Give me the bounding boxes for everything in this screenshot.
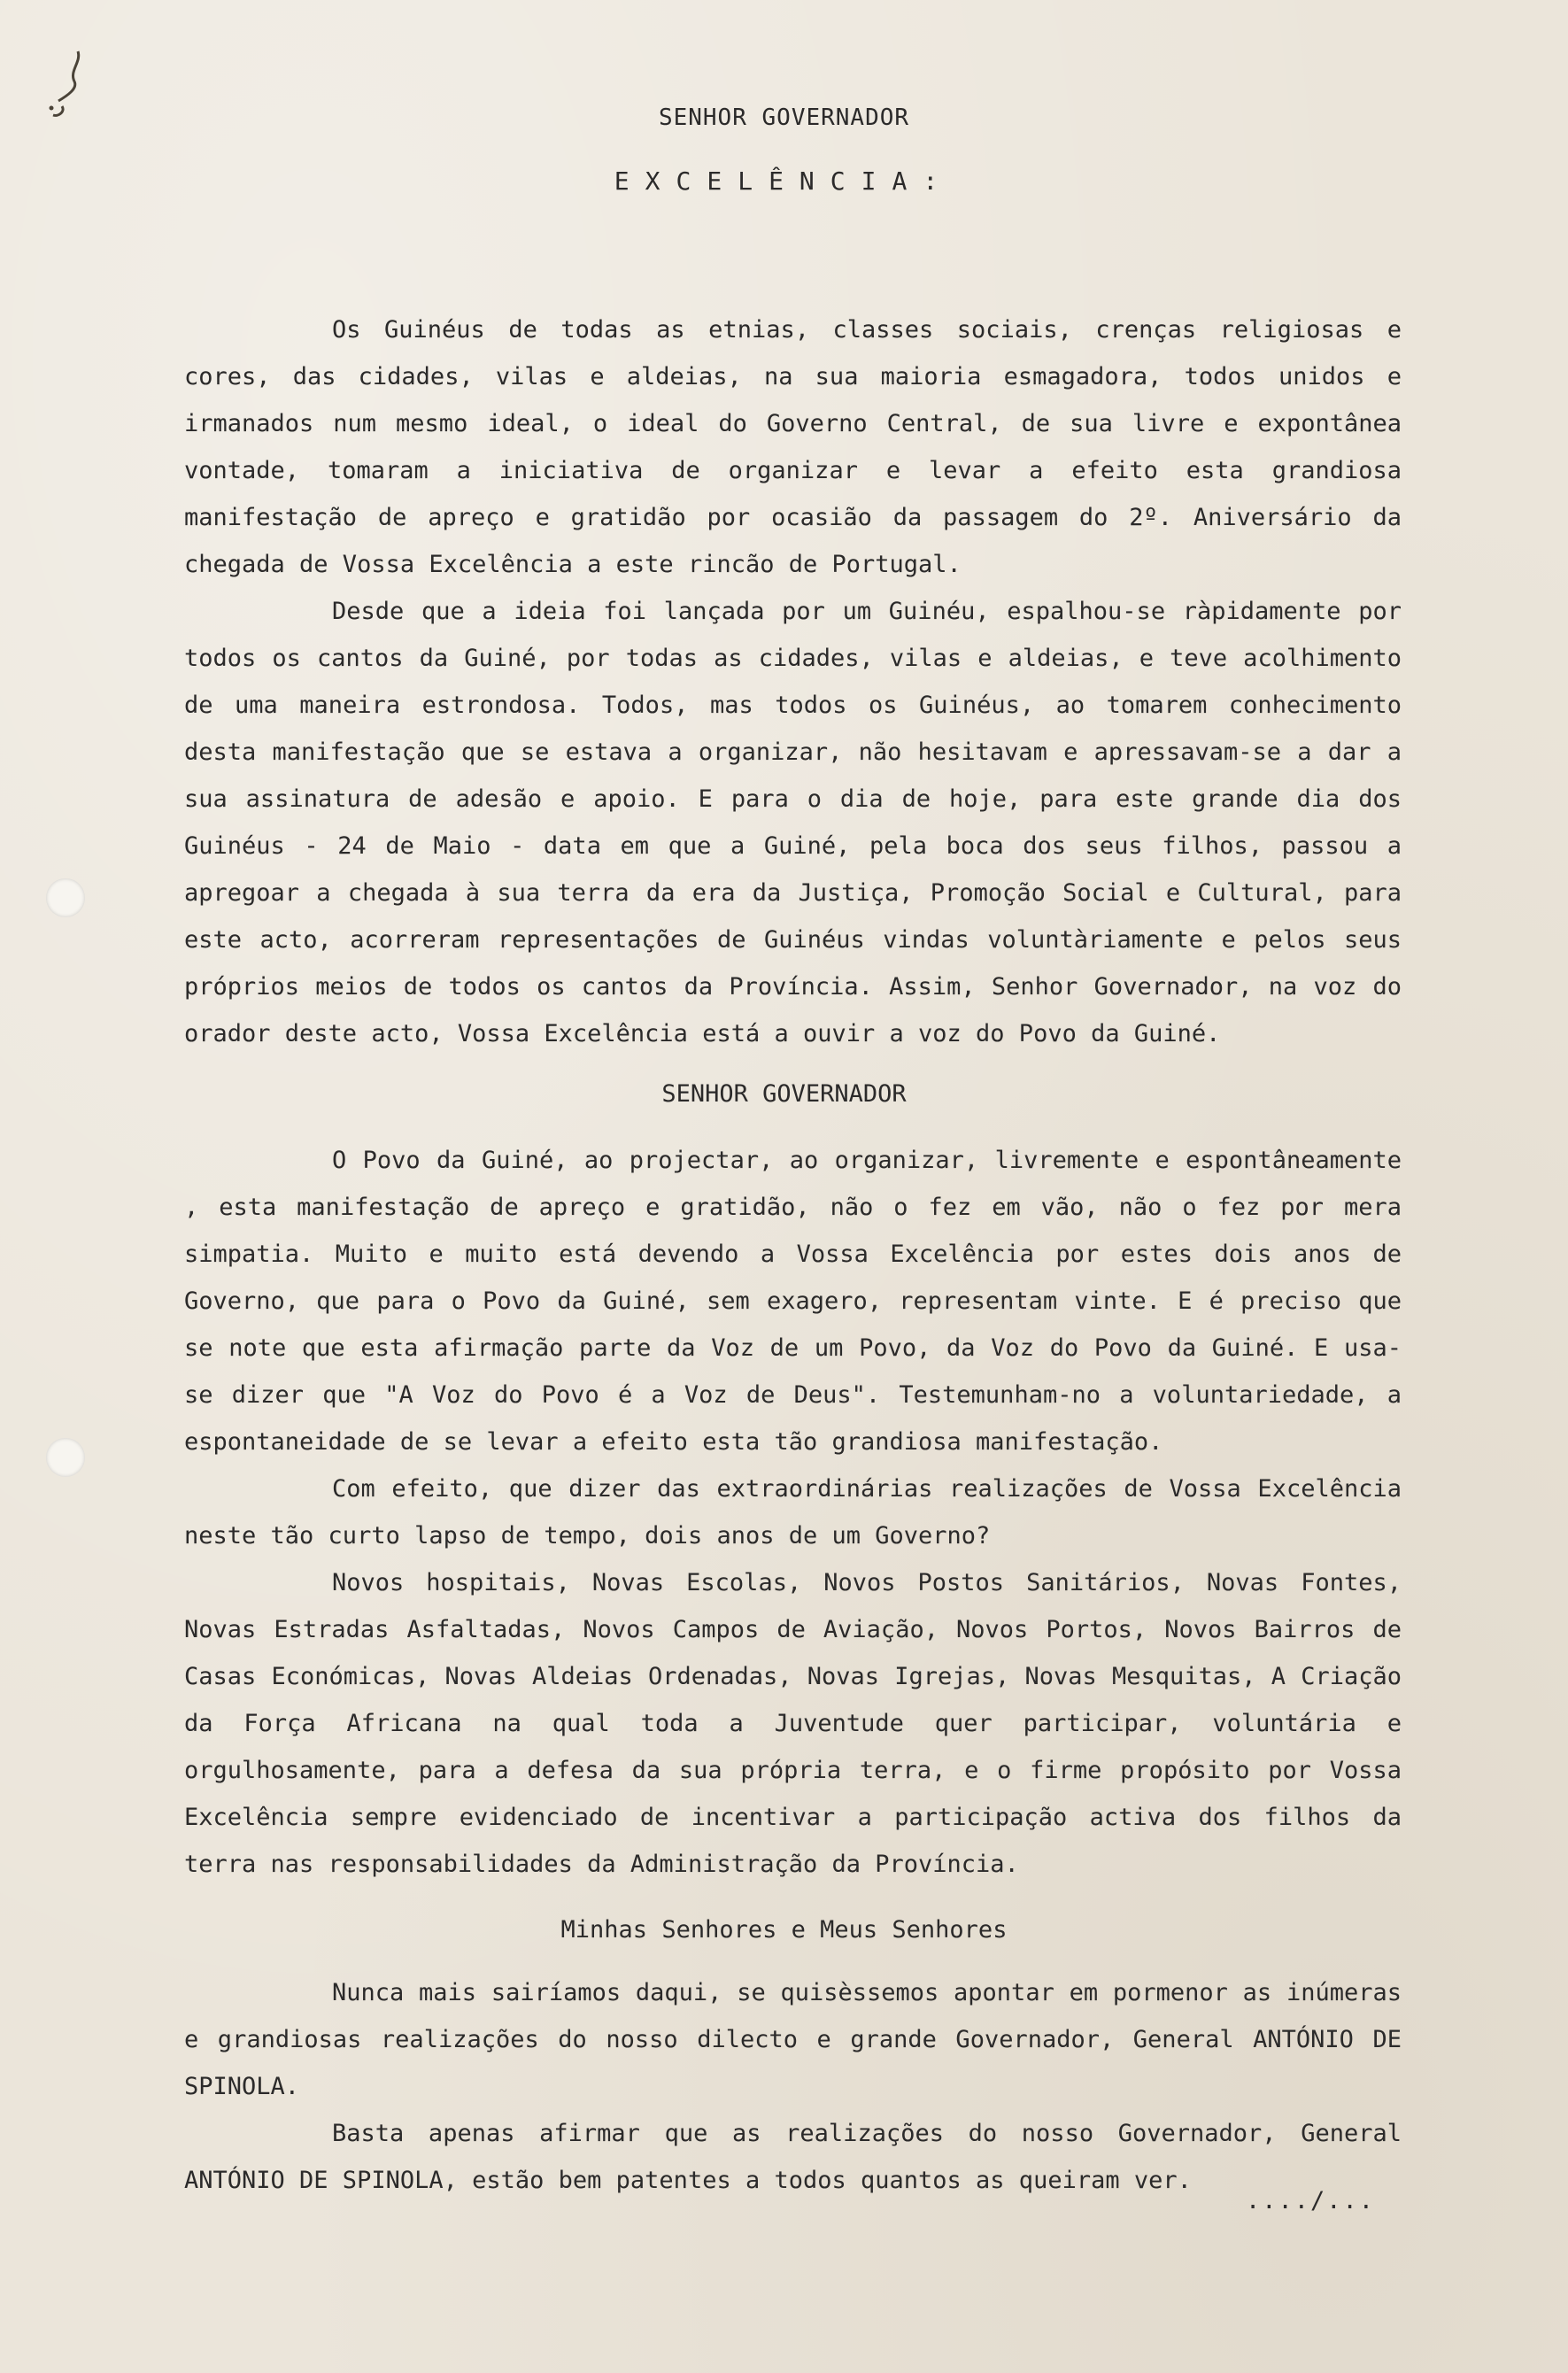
punch-hole-bottom xyxy=(46,1438,85,1477)
paragraph: Nunca mais sairíamos daqui, se quisèssemos apontar em pormenor as inúmeras e grandiosas realizações do nosso dilecto e grande Governador, General ANTÓNIO DE SPINOLA. xyxy=(184,1979,1402,2100)
paragraph: Desde que a ideia foi lançada por um Guinéu, espalhou-se ràpidamente por todos os cantos da Guiné, por todas as cidades, vilas e aldeias, e teve acolhimento de uma maneira estrondosa. Todos, mas todos os Guinéus, ao tomarem conhecimento desta manifestação que se estava a organizar, não hesitavam e apressavam-se a dar a sua assinatura de adesão e apoio. E para o dia de hoje, para este grande dia dos Guinéus - 24 de Maio - data em que a Guiné, pela boca dos seus filhos, passou a apregoar a chegada à sua terra da era da Justiça, Promoção Social e Cultural, para este acto, acorreram representações de Guinéus vindas voluntàriamente e pelos seus próprios meios de todos os cantos da Província. Assim, Senhor Governador, na voz do orador deste acto, Vossa Excelência está a ouvir a voz do Povo da Guiné. xyxy=(184,598,1402,1047)
paragraph: O Povo da Guiné, ao projectar, ao organizar, livremente e espontâneamente , esta manifestação de apreço e gratidão, não o fez em vão, não o fez por mera simpatia. Muito e muito está devendo a Vossa Excelência por estes dois anos de Governo, que para o Povo da Guiné, sem exagero, representam vinte. E é preciso que se note que esta afirmação parte da Voz de um Povo, da Voz do Povo da Guiné. E usa-se dizer que "A Voz do Povo é a Voz de Deus". Testemunham-no a voluntariedade, a espontaneidade de se levar a efeito esta tão grandiosa manifestação. xyxy=(184,1147,1402,1456)
body-section-3 xyxy=(184,1969,1402,2204)
body-section-1 xyxy=(184,306,1402,1057)
punch-hole-top xyxy=(46,878,85,917)
senhores-subheading: Minhas Senhores e Meus Senhores xyxy=(560,1916,1008,1944)
continuation-marker: ..../... xyxy=(1245,2187,1375,2215)
paragraph: Os Guinéus de todas as etnias, classes sociais, crenças religiosas e cores, das cidades, vilas e aldeias, na sua maioria esmagadora, todos unidos e irmanados num mesmo ideal, o ideal do Governo Central, de sua livre e expontânea vontade, tomaram a iniciativa de organizar e levar a efeito esta grandiosa manifestação de apreço e gratidão por ocasião da passagem do 2º. Aniversário da chegada de Vossa Excelência a este rincão de Portugal. xyxy=(184,316,1402,578)
paragraph: Com efeito, que dizer das extraordinárias realizações de Vossa Excelência neste tão curto lapso de tempo, dois anos de um Governo? xyxy=(184,1475,1402,1550)
paragraph: Basta apenas afirmar que as realizações do nosso Governador, General ANTÓNIO DE SPINOLA, estão bem patentes a todos quantos as queiram ver. xyxy=(184,2120,1402,2194)
excelencia-heading: EXCELÊNCIA: xyxy=(614,166,954,196)
senhor-governador-subheading: SENHOR GOVERNADOR xyxy=(661,1080,907,1108)
salutation-heading: SENHOR GOVERNADOR xyxy=(658,104,910,131)
body-section-2 xyxy=(184,1137,1402,1888)
paragraph: Novos hospitais, Novas Escolas, Novos Postos Sanitários, Novas Fontes, Novas Estradas Asfaltadas, Novos Campos de Aviação, Novos Portos, Novos Bairros de Casas Económicas, Novas Aldeias Ordenadas, Novas Igrejas, Novas Mesquitas, A Criação da Força Africana na qual toda a Juventude quer participar, voluntária e orgulhosamente, para a defesa da sua própria terra, e o firme propósito por Vossa Excelência sempre evidenciado de incentivar a participação activa dos filhos da terra nas responsabilidades da Administração da Província. xyxy=(184,1569,1402,1878)
